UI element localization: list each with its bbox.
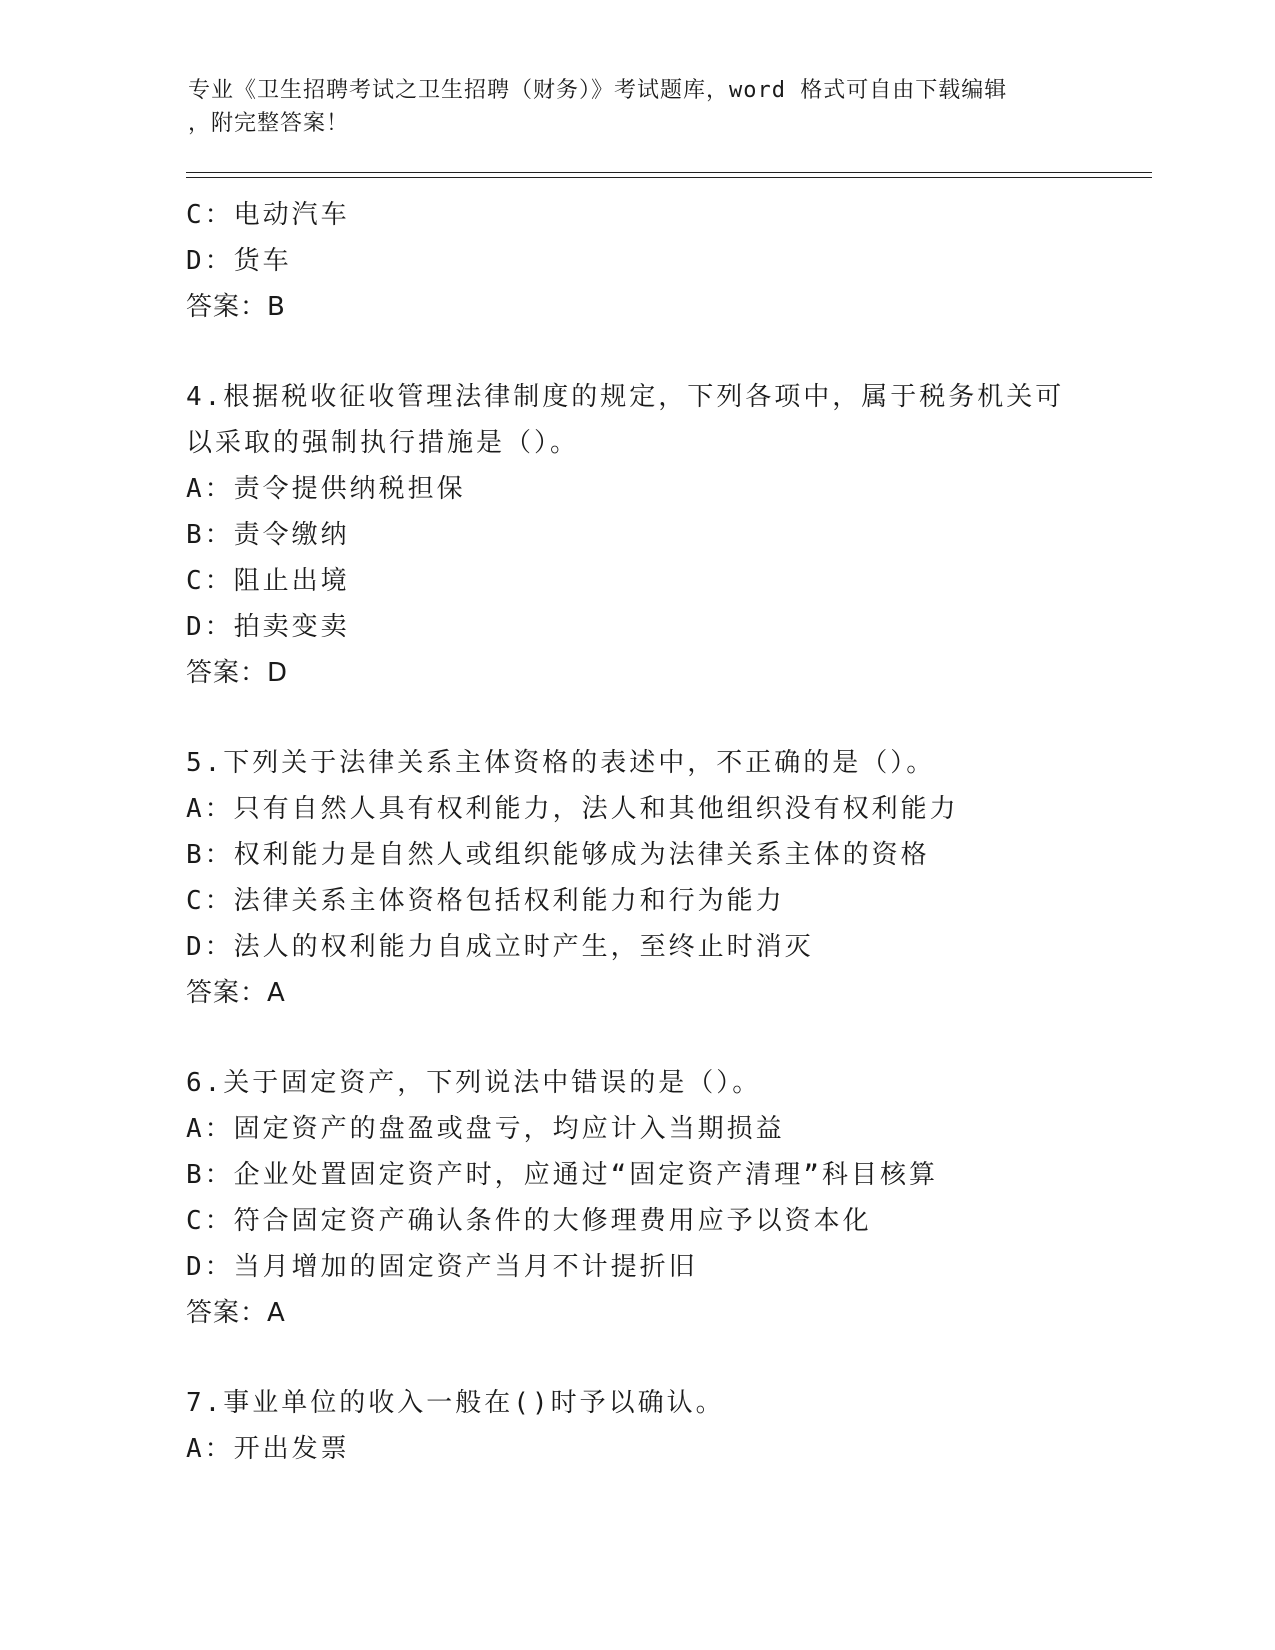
answer: 答案：A <box>186 1298 286 1328</box>
question-stem-line-1: 4.根据税收征收管理法律制度的规定，下列各项中，属于税务机关可 <box>186 382 1065 412</box>
option-a: A：固定资产的盘盈或盘亏，均应计入当期损益 <box>186 1114 785 1144</box>
option-c: C：符合固定资产确认条件的大修理费用应予以资本化 <box>186 1206 872 1236</box>
question-stem-line-2: 以采取的强制执行措施是（）。 <box>186 428 580 458</box>
option-a: A：开出发票 <box>186 1434 350 1464</box>
option-a: A：责令提供纳税担保 <box>186 474 466 504</box>
option-d: D：货车 <box>186 246 292 276</box>
option-a: A：只有自然人具有权利能力，法人和其他组织没有权利能力 <box>186 794 959 824</box>
question-stem: 7.事业单位的收入一般在()时予以确认。 <box>186 1388 725 1418</box>
header-divider-top <box>186 172 1152 173</box>
header-divider-bottom <box>186 177 1152 178</box>
document-header <box>188 74 1068 140</box>
spacer <box>186 696 1146 740</box>
spacer <box>186 1336 1146 1380</box>
question-5 <box>186 740 1146 1016</box>
option-c: C：法律关系主体资格包括权利能力和行为能力 <box>186 886 785 916</box>
question-3 <box>186 192 1146 330</box>
spacer <box>186 330 1146 374</box>
spacer <box>186 1016 1146 1060</box>
question-4 <box>186 374 1146 696</box>
question-7 <box>186 1380 1146 1472</box>
question-stem: 6.关于固定资产，下列说法中错误的是（）。 <box>186 1068 762 1098</box>
option-b: B：权利能力是自然人或组织能够成为法律关系主体的资格 <box>186 840 930 870</box>
option-c: C：电动汽车 <box>186 200 350 230</box>
option-b: B：责令缴纳 <box>186 520 350 550</box>
question-stem: 5.下列关于法律关系主体资格的表述中，不正确的是（）。 <box>186 748 936 778</box>
option-b: B：企业处置固定资产时，应通过“固定资产清理”科目核算 <box>186 1160 938 1190</box>
answer: 答案：D <box>186 658 289 688</box>
option-d: D：拍卖变卖 <box>186 612 350 642</box>
question-list <box>186 192 1146 1472</box>
option-c: C：阻止出境 <box>186 566 350 596</box>
answer: 答案：B <box>186 292 286 322</box>
question-6 <box>186 1060 1146 1336</box>
option-d: D：当月增加的固定资产当月不计提折旧 <box>186 1252 698 1282</box>
answer: 答案：A <box>186 978 286 1008</box>
option-d: D：法人的权利能力自成立时产生，至终止时消灭 <box>186 932 814 962</box>
header-line-2: ，附完整答案！ <box>188 111 350 136</box>
header-line-1: 专业《卫生招聘考试之卫生招聘（财务）》考试题库，word 格式可自由下载编辑 <box>188 78 1008 103</box>
